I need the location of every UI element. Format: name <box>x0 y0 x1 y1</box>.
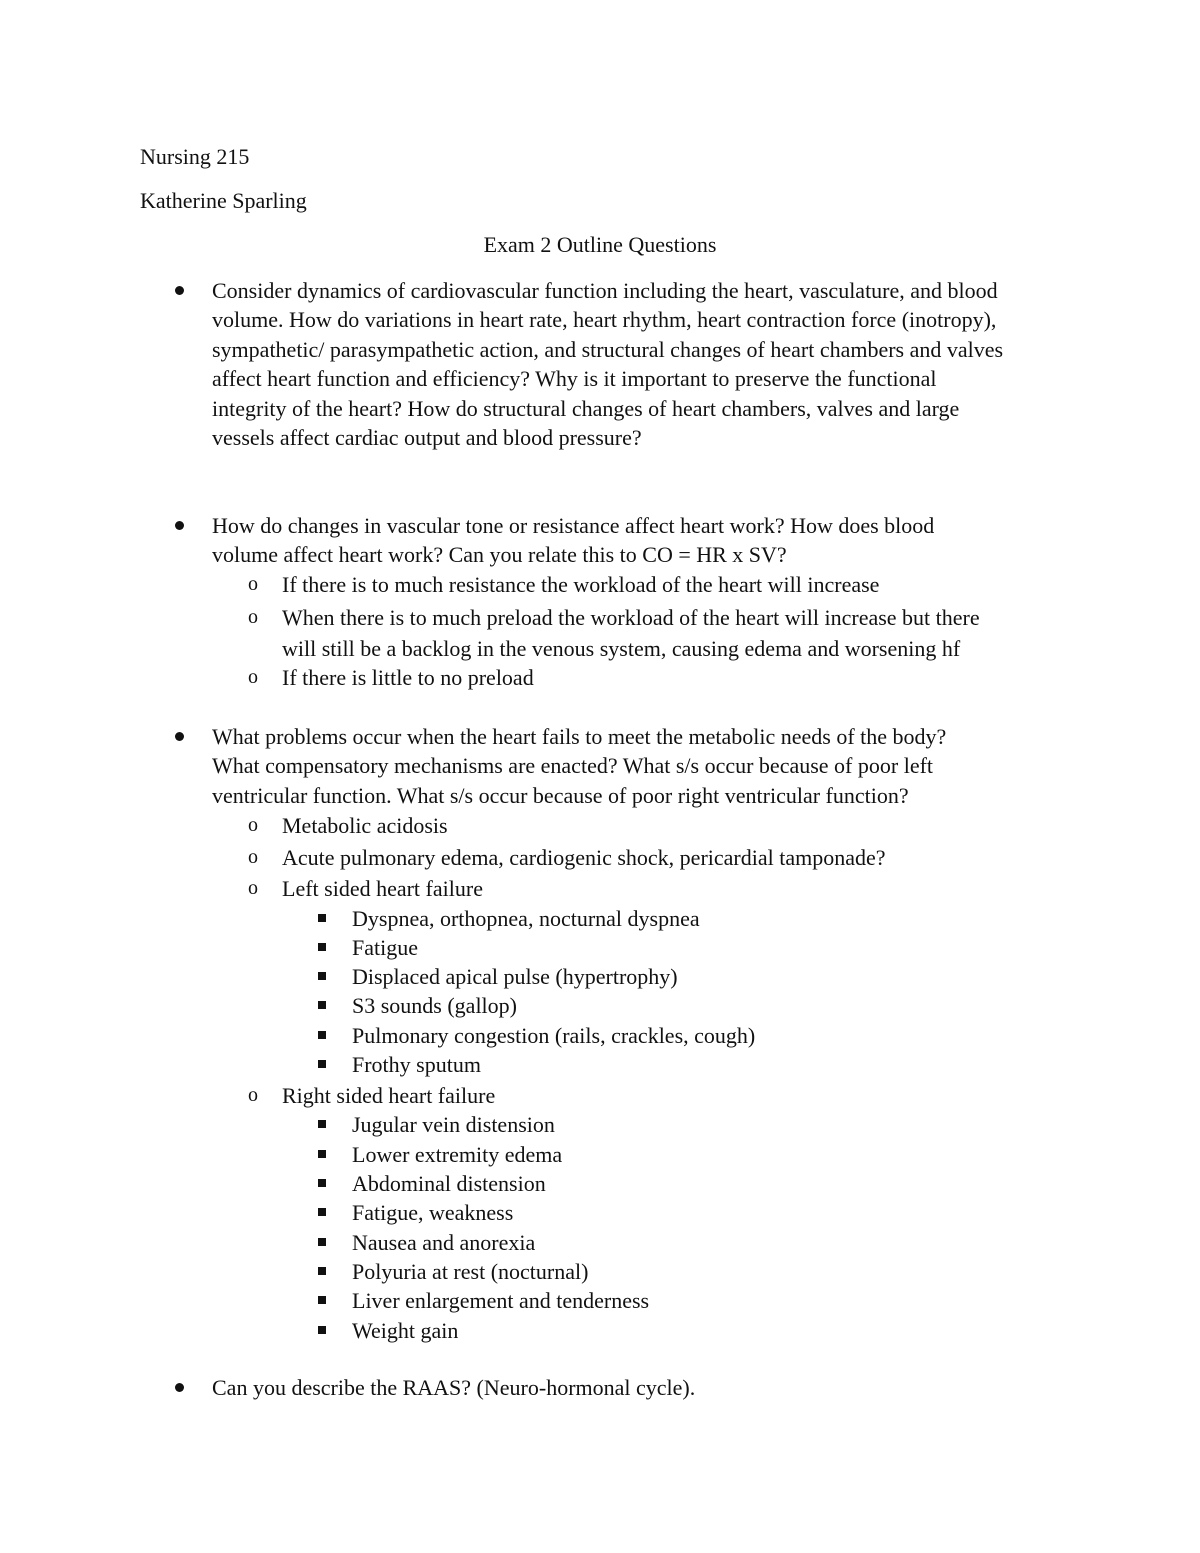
square-bullet-icon <box>318 1208 326 1216</box>
square-bullet-icon <box>318 1031 326 1039</box>
circle-marker-icon: o <box>248 573 258 595</box>
question-2-text: How do changes in vascular tone or resistance affect heart work? How does blood volume affect heart work? Can you relate this to CO = HR x SV? <box>212 513 935 568</box>
question-3-text: What problems occur when the heart fails to meet the metabolic needs of the body? What compensatory mechanisms are enacted? What s/s occur because of poor left ventricular function. What s/s occur because of poor right ventricular function? <box>212 724 947 808</box>
right-hf-symptom: Jugular vein distension <box>352 1112 555 1137</box>
right-hf-symptom: Polyuria at rest (nocturnal) <box>352 1259 589 1284</box>
bullet-icon <box>173 286 187 300</box>
bullet-icon <box>173 521 187 535</box>
square-bullet-icon <box>318 1326 326 1334</box>
circle-marker-icon: o <box>248 846 258 868</box>
right-hf-symptom: Lower extremity edema <box>352 1142 563 1167</box>
right-hf-symptom: Nausea and anorexia <box>352 1230 536 1255</box>
circle-marker-icon: o <box>248 814 258 836</box>
question-4-text: Can you describe the RAAS? (Neuro-hormonal cycle). <box>212 1375 696 1400</box>
left-hf-symptom: Fatigue <box>352 935 418 960</box>
left-hf-symptom: Displaced apical pulse (hypertrophy) <box>352 964 678 989</box>
question-1-text: Consider dynamics of cardiovascular function including the heart, vasculature, and blood volume. How do variations in heart rate, heart rhythm, heart contraction force (inotropy), sympathetic/ parasympathetic action, and structural changes of heart chambers and valves affect heart function and efficiency? Why is it important to preserve the functional integrity of the heart? How do structural changes of heart chambers, valves and large vessels affect cardiac output and blood pressure? <box>212 278 1004 451</box>
document-title: Exam 2 Outline Questions <box>483 232 717 257</box>
right-hf-symptom: Weight gain <box>352 1318 459 1343</box>
square-bullet-icon <box>318 1179 326 1187</box>
bullet-icon <box>173 732 187 746</box>
answer-2-3: If there is little to no preload <box>282 665 534 690</box>
square-bullet-icon <box>318 914 326 922</box>
left-hf-symptom: Dyspnea, orthopnea, nocturnal dyspnea <box>352 906 700 931</box>
circle-marker-icon: o <box>248 606 258 628</box>
left-hf-symptom: Frothy sputum <box>352 1052 481 1077</box>
square-bullet-icon <box>318 1296 326 1304</box>
right-hf-symptom: Fatigue, weakness <box>352 1200 514 1225</box>
right-hf-symptom: Abdominal distension <box>352 1171 546 1196</box>
answer-3-4: Right sided heart failure <box>282 1083 496 1108</box>
square-bullet-icon <box>318 1060 326 1068</box>
answer-3-2: Acute pulmonary edema, cardiogenic shock, pericardial tamponade? <box>282 845 886 870</box>
answer-2-1: If there is to much resistance the workload of the heart will increase <box>282 572 880 597</box>
course-name: Nursing 215 <box>140 144 250 169</box>
square-bullet-icon <box>318 1150 326 1158</box>
author-name: Katherine Sparling <box>140 188 307 213</box>
circle-marker-icon: o <box>248 877 258 899</box>
right-hf-symptom: Liver enlargement and tenderness <box>352 1288 650 1313</box>
square-bullet-icon <box>318 1120 326 1128</box>
circle-marker-icon: o <box>248 666 258 688</box>
left-hf-symptom: Pulmonary congestion (rails, crackles, cough) <box>352 1023 756 1048</box>
square-bullet-icon <box>318 972 326 980</box>
bullet-icon <box>173 1383 187 1397</box>
left-hf-symptom: S3 sounds (gallop) <box>352 993 517 1018</box>
square-bullet-icon <box>318 1001 326 1009</box>
square-bullet-icon <box>318 1267 326 1275</box>
answer-3-3: Left sided heart failure <box>282 876 483 901</box>
square-bullet-icon <box>318 1238 326 1246</box>
square-bullet-icon <box>318 943 326 951</box>
answer-3-1: Metabolic acidosis <box>282 813 448 838</box>
answer-2-2: When there is to much preload the workload of the heart will increase but there will still be a backlog in the venous system, causing edema and worsening hf <box>282 605 980 661</box>
circle-marker-icon: o <box>248 1084 258 1106</box>
